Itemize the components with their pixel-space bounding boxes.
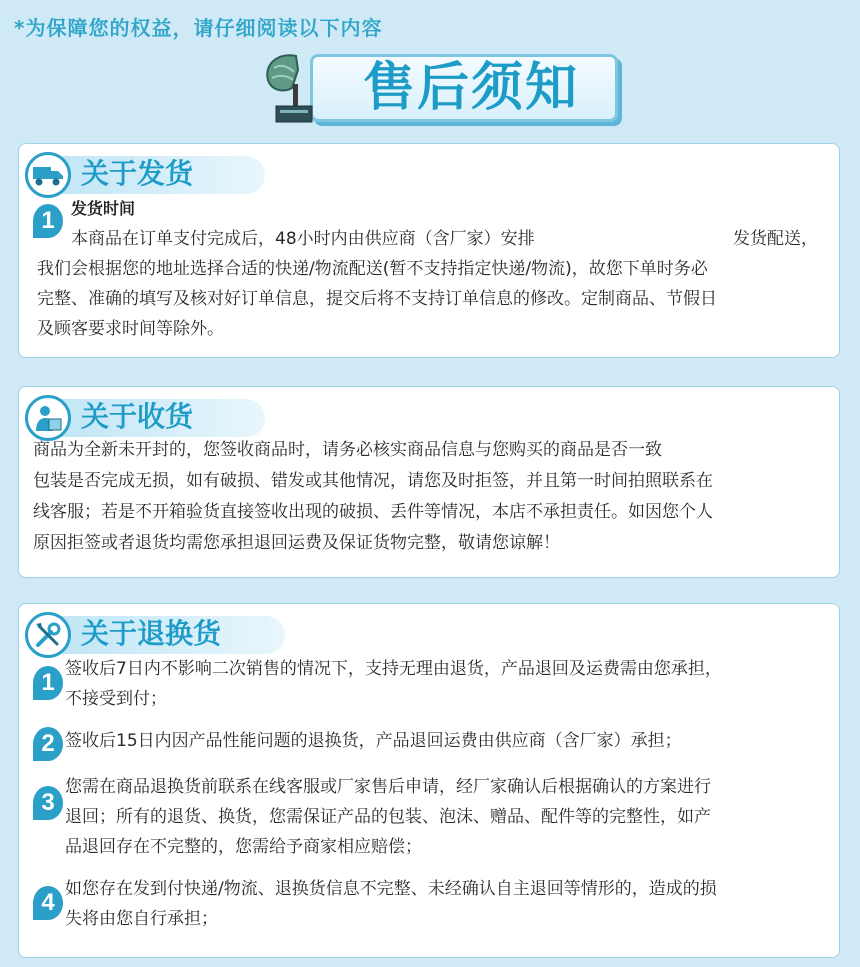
number-badge: 2 — [33, 727, 63, 763]
text-line: 退回；所有的退货、换货，您需保证产品的包装、泡沫、赠品、配件等的完整性，如产 — [65, 807, 711, 827]
number-badge: 1 — [33, 204, 63, 240]
text-line: 失将由您自行承担； — [65, 909, 218, 929]
section-title: 关于发货 — [81, 157, 194, 190]
text-line: 不接受到付； — [65, 689, 167, 709]
text-line: 及顾客要求时间等除外。 — [37, 319, 224, 339]
receiving-card — [18, 386, 840, 578]
text-line: 如您存在发到付快递/物流、退换货信息不完整、未经确认自主退回等情形的，造成的损 — [65, 879, 717, 899]
number-badge: 3 — [33, 786, 63, 822]
shipping-card — [18, 143, 840, 358]
number-badge: 4 — [33, 886, 63, 922]
text-line: 发货配送， — [733, 229, 818, 249]
text-line: 我们会根据您的地址选择合适的快递/物流配送(暂不支持指定快递/物流)，故您下单时务必 — [37, 259, 708, 279]
number-badge: 1 — [33, 666, 63, 702]
top-note: *为保障您的权益，请仔细阅读以下内容 — [14, 16, 383, 40]
text-line: 本商品在订单支付完成后，48小时内由供应商（含厂家）安排 — [71, 229, 535, 249]
section-title: 关于收货 — [81, 400, 194, 433]
text-line: 包装是否完成无损，如有破损、错发或其他情况，请您及时拒签，并且第一时间拍照联系在 — [33, 471, 713, 491]
gramophone-icon — [262, 48, 326, 128]
title-banner — [262, 48, 622, 128]
tools-icon — [25, 612, 71, 658]
text-line: 完整、准确的填写及核对好订单信息，提交后将不支持订单信息的修改。定制商品、节假日 — [37, 289, 717, 309]
text-line: 品退回存在不完整的，您需给予商家相应赔偿； — [65, 837, 422, 857]
text-line: 您需在商品退换货前联系在线客服或厂家售后申请，经厂家确认后根据确认的方案进行 — [65, 777, 711, 797]
text-line: 原因拒签或者退货均需您承担退回运费及保证货物完整，敬请您谅解！ — [33, 533, 560, 553]
page-title: 售后须知 — [362, 58, 579, 118]
text-line: 签收后7日内不影响二次销售的情况下，支持无理由退货，产品退回及运费需由您承担， — [65, 659, 722, 679]
text-line: 签收后15日内因产品性能问题的退换货，产品退回运费由供应商（含厂家）承担； — [65, 731, 682, 751]
returns-card — [18, 603, 840, 958]
truck-icon — [25, 152, 71, 198]
text-line: 线客服；若是不开箱验货直接签收出现的破损、丢件等情况，本店不承担责任。如因您个人 — [33, 502, 713, 522]
sub-heading: 发货时间 — [71, 199, 136, 218]
text-line: 商品为全新未开封的，您签收商品时，请务必核实商品信息与您购买的商品是否一致 — [33, 440, 662, 460]
section-title: 关于退换货 — [81, 617, 222, 650]
